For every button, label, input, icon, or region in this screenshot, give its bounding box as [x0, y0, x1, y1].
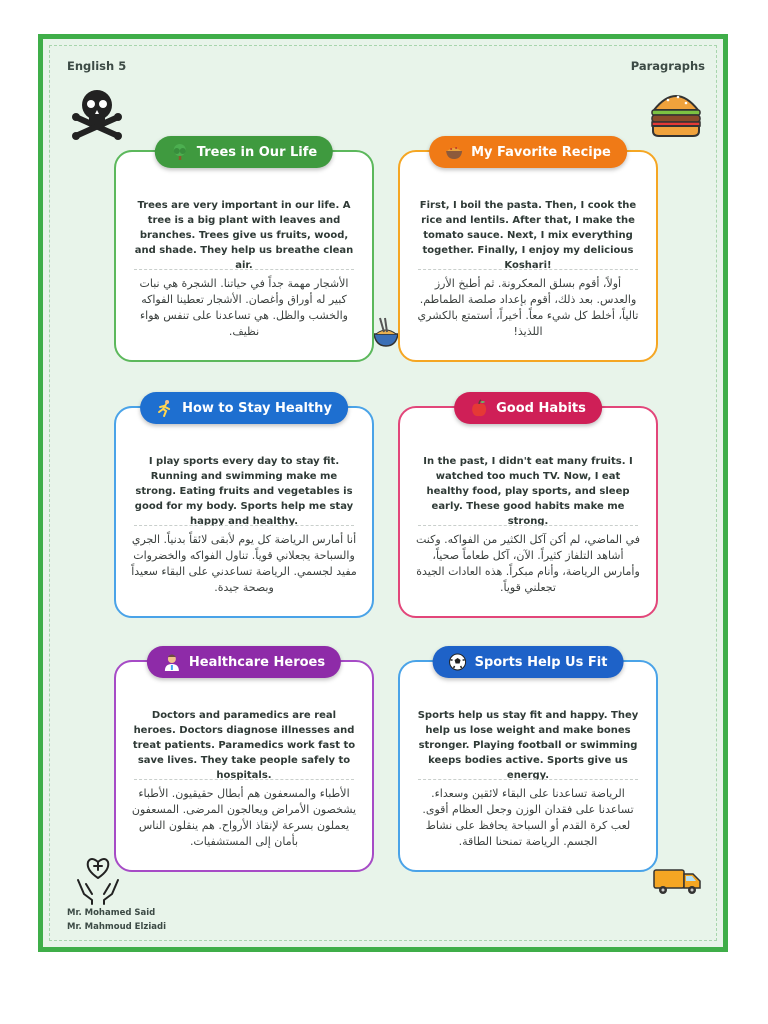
- english-paragraph: I play sports every day to stay fit. Running and swimming make me strong. Eating fruits and vegetables is good for my body. Sports help me stay happy and healthy.: [134, 456, 354, 527]
- card-title: Trees in Our Life: [196, 144, 318, 160]
- card-trees: [114, 144, 374, 362]
- skull-crossbones-icon: [70, 88, 124, 140]
- ambulance-icon: [652, 864, 702, 896]
- arabic-paragraph: الأطباء والمسعفون هم أبطال حقيقيون. الأطباء يشخصون الأمراض ويعالجون المرضى. المسعفون يعملون بسرعة لإنقاذ الأرواح. هم ينقلون الناس بأمان إلى المستشفيات.: [131, 787, 357, 848]
- teacher-name-1: Mr. Mohamed Said: [67, 908, 156, 918]
- divider: [134, 779, 354, 780]
- doctor-icon: [163, 653, 181, 671]
- card-title: Healthcare Heroes: [188, 654, 326, 670]
- card-recipe: [398, 144, 658, 362]
- hands-heart-icon: [74, 856, 122, 906]
- divider: [418, 269, 638, 270]
- english-paragraph: Sports help us stay fit and happy. They help us lose weight and make bones stronger. Playing football or swimming keeps bodies active. Sports give us energy.: [417, 710, 639, 781]
- card-sports: [398, 654, 658, 872]
- card-title: Good Habits: [496, 400, 586, 416]
- divider: [418, 525, 638, 526]
- card-habits: [398, 400, 658, 618]
- divider: [134, 269, 354, 270]
- card-title-pill: [454, 392, 602, 424]
- arabic-paragraph: الرياضة تساعدنا على البقاء لائقين وسعداء. تساعدنا على فقدان الوزن وجعل العظام أقوى. لعب كرة القدم أو السباحة يحافظ على نشاط الجسم. الرياضة تمنحنا الطاقة.: [422, 787, 634, 848]
- english-paragraph: In the past, I didn't eat many fruits. I watched too much TV. Now, I eat healthy food, play sports, and sleep early. These good habits make me strong.: [423, 456, 633, 527]
- card-title: Sports Help Us Fit: [474, 654, 608, 670]
- card-title-pill: [433, 646, 624, 678]
- card-heroes: [114, 654, 374, 872]
- card-title-pill: [147, 646, 341, 678]
- english-paragraph: Trees are very important in our life. A tree is a big plant with leaves and branches. Trees give us fruits, wood, and shade. They help us breathe clean air.: [134, 200, 354, 271]
- soccer-ball-icon: [449, 653, 467, 671]
- english-paragraph: First, I boil the pasta. Then, I cook the rice and lentils. After that, I make the tomato sauce. Next, I mix everything together. Finally, I enjoy my delicious Koshari!: [419, 200, 637, 271]
- header-subject: English 5: [67, 59, 127, 73]
- divider: [418, 779, 638, 780]
- card-title: My Favorite Recipe: [471, 144, 611, 160]
- teacher-name-2: Mr. Mahmoud Elziadi: [67, 922, 166, 932]
- koshari-bowl-icon: [372, 316, 400, 348]
- runner-icon: [156, 399, 174, 417]
- english-paragraph: Doctors and paramedics are real heroes. Doctors diagnose illnesses and treat patients. Paramedics work fast to save lives. They take people safely to hospitals.: [132, 710, 356, 781]
- arabic-paragraph: أنا أمارس الرياضة كل يوم لأبقى لائقاً بدنياً. الجري والسباحة يجعلاني قوياً. تناول الفواكه والخضروات مفيد لجسمي. الرياضة تساعدني على البقاء سعيداً وبصحة جيدة.: [131, 533, 357, 594]
- header-title: Paragraphs: [630, 59, 705, 73]
- arabic-paragraph: في الماضي، لم أكن آكل الكثير من الفواكه. وكنت أشاهد التلفاز كثيراً. الآن، آكل طعاماً صحياً، وأمارس الرياضة، وأنام مبكراً. هذه العادات الجيدة تجعلني قوياً.: [415, 533, 640, 594]
- burger-icon: [648, 88, 704, 138]
- arabic-paragraph: أولاً، أقوم بسلق المعكرونة. ثم أطبخ الأرز والعدس. بعد ذلك، أقوم بإعداد صلصة الطماطم. تالياً، أخلط كل شيء معاً. أخيراً، أستمتع بالكشري اللذيذ!: [417, 277, 639, 338]
- food-bowl-icon: [445, 143, 463, 161]
- apple-icon: [470, 399, 488, 417]
- card-title-pill: [429, 136, 627, 168]
- card-title-pill: [140, 392, 348, 424]
- card-title-pill: [155, 136, 333, 168]
- tree-icon: [171, 143, 189, 161]
- divider: [134, 525, 354, 526]
- arabic-paragraph: الأشجار مهمة جداً في حياتنا. الشجرة هي نبات كبير له أوراق وأغصان. الأشجار تعطينا الفواكه والخشب والظل. هي تساعدنا على تنفس هواء نظيف.: [139, 277, 349, 338]
- card-title: How to Stay Healthy: [182, 400, 332, 416]
- card-healthy: [114, 400, 374, 618]
